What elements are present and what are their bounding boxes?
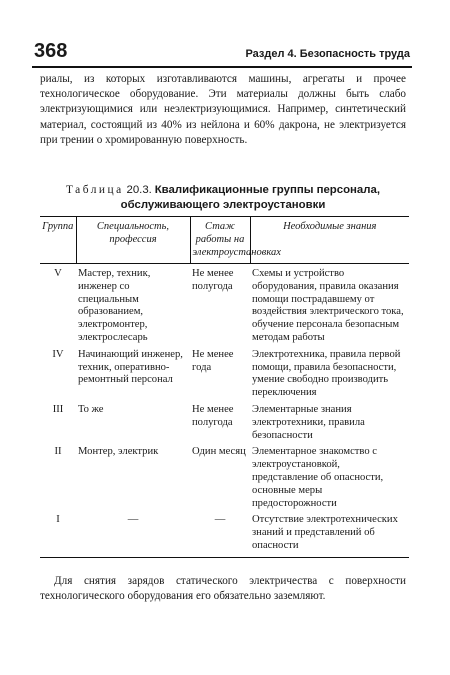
- table-number: 20.3.: [126, 184, 152, 196]
- cell-experience: —: [214, 514, 226, 526]
- header-rule: [32, 66, 412, 68]
- cell-knowledge: Отсутствие электротехнических знаний и представлений об опасности: [252, 514, 398, 551]
- table-label: Таблица: [65, 184, 124, 196]
- cell-experience: Не менее года: [192, 348, 234, 373]
- intro-paragraph: риалы, из которых изготавливаются машины, агрегаты и прочее технологическое оборудование. Эти материалы должны быть слабо электризующимися или неэлектризующимися. Например, синтетический материал, состоящий из 40% из нейлона и 60% дакрона, не электризуется при трении о хромированную поверхность.: [40, 73, 406, 146]
- cell-knowledge: Электротехника, правила первой помощи, правила безопасности, умение свободно производить переключения: [252, 348, 401, 399]
- cell-experience: Один месяц: [192, 446, 246, 458]
- cell-experience: Не менее полугода: [192, 268, 234, 292]
- table-row: [40, 514, 409, 556]
- cell-profession: —: [127, 514, 139, 526]
- header-profession: Специальность, профессия: [76, 217, 190, 264]
- cell-experience: Не менее полугода: [192, 403, 234, 428]
- table-row: [40, 349, 409, 404]
- table-title: Квалификационные группы персонала, обслуживающего электроустановки: [120, 184, 381, 211]
- table-row: [40, 264, 409, 349]
- table-caption: [32, 183, 414, 213]
- cell-group: IV: [52, 348, 64, 360]
- table-row: [40, 446, 409, 514]
- table-row: [40, 404, 409, 446]
- cell-profession: Монтер, электрик: [78, 446, 159, 458]
- cell-group: III: [52, 403, 64, 415]
- table-bottom-rule: [40, 557, 409, 558]
- cell-profession: То же: [78, 403, 104, 415]
- cell-knowledge: Схемы и устройство оборудования, правила оказания помощи пострадавшему от воздействия электрического тока, обучение персонала безопасным методам работы: [252, 268, 404, 343]
- cell-knowledge: Элементарное знакомство с электроустановкой, представление об опасности, основные меры предосторожности: [252, 446, 384, 509]
- table-header-row: [40, 217, 409, 264]
- header-group: Группа: [40, 217, 76, 264]
- qualification-table: [40, 216, 409, 558]
- cell-group: II: [54, 446, 62, 458]
- cell-profession: Мастер, техник, инженер со специальным образованием, электромонтер, электрослесарь: [78, 268, 151, 343]
- closing-paragraph: Для снятия зарядов статического электричества с поверхности технологического оборудования его обязательно заземляют.: [40, 575, 406, 603]
- header-experience: Стаж работы на электроустановках: [190, 217, 250, 264]
- cell-profession: Начинающий инженер, техник, оперативно-ремонтный персонал: [78, 348, 183, 386]
- cell-knowledge: Элементарные знания электротехники, правила безопасности: [252, 403, 365, 441]
- cell-group: V: [54, 268, 62, 279]
- running-head: Раздел 4. Безопасность труда: [245, 48, 410, 60]
- header-knowledge: Необходимые знания: [250, 217, 409, 264]
- cell-group: I: [56, 514, 60, 526]
- page-number: 368: [34, 40, 68, 62]
